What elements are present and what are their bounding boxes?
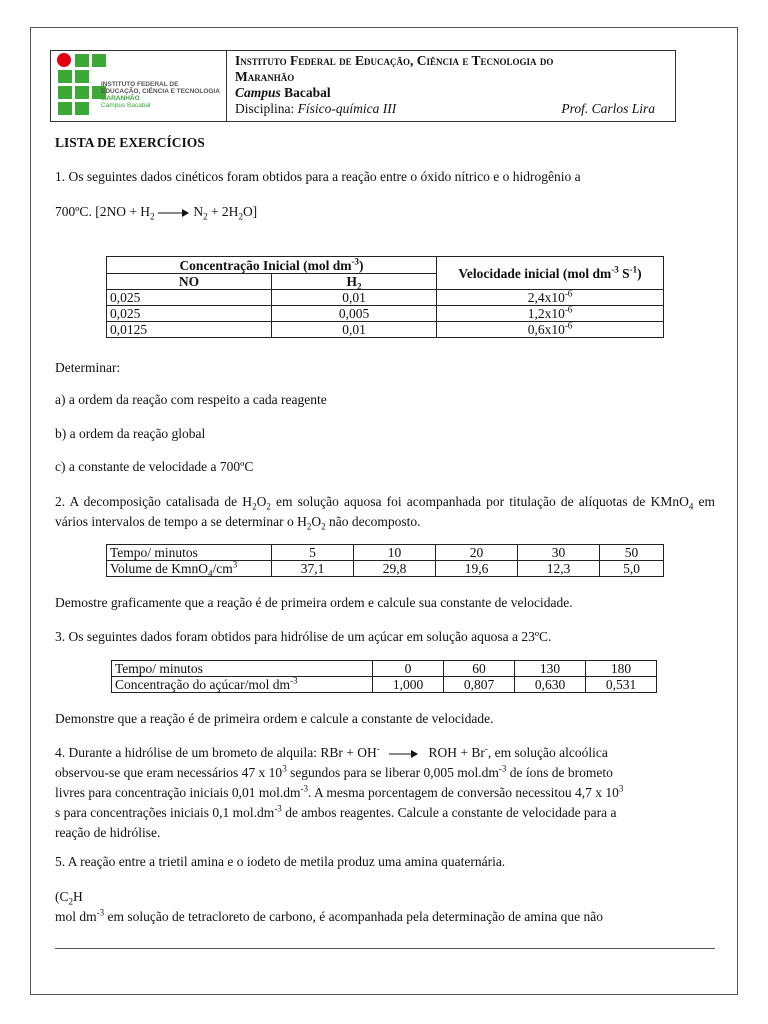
table-row [107, 290, 664, 306]
q1-intro: 1. Os seguintes dados cinéticos foram obtidos para a reação entre o óxido nítrico e o hidrogênio a [55, 169, 581, 184]
rate-header: Velocidade inicial (mol $dm^{-3}$ $S^{-1}$) [437, 257, 664, 290]
document-header [50, 50, 676, 122]
table-row [112, 677, 657, 693]
cell-no: 0,025 [107, 290, 272, 306]
cell-rate: $0,6x10^{-6}$ [437, 322, 664, 338]
row-label: Volume de $KmnO_4/cm^3$ [107, 561, 272, 577]
cell-conc: 1,000 [373, 677, 444, 693]
q2-table [106, 544, 664, 577]
cell-no: 0,025 [107, 306, 272, 322]
cell-time: 5 [272, 545, 354, 561]
cell-time: 30 [518, 545, 600, 561]
table-row [107, 306, 664, 322]
cell-volume: 5,0 [600, 561, 664, 577]
row-label: Tempo/ minutos [107, 545, 272, 561]
list-title: LISTA DE EXERCÍCIOS [55, 135, 205, 150]
cell-volume: 37,1 [272, 561, 354, 577]
cell-time: 20 [436, 545, 518, 561]
cell-conc: 0,630 [515, 677, 586, 693]
col-no-header: NO [107, 274, 272, 290]
footer-rule [55, 948, 715, 949]
q1-item-c: c) a constante de velocidade a 700ºC [55, 459, 254, 474]
cell-h2: 0,01 [272, 322, 437, 338]
table-header-row [107, 257, 664, 274]
q5-intro: 5. A reação entre a trietil amina e o iodeto de metila produz uma amina quaternária. [55, 854, 506, 869]
table-row [107, 545, 664, 561]
cell-time: 0 [373, 661, 444, 677]
institution-logo [51, 51, 227, 121]
cell-time: 10 [354, 545, 436, 561]
q1-determinar: Determinar: [55, 360, 121, 375]
row-label: Tempo/ minutos [112, 661, 373, 677]
cell-conc: 0,807 [444, 677, 515, 693]
cell-time: 180 [586, 661, 657, 677]
q3-table [111, 660, 657, 693]
q1-item-a: a) a ordem da reação com respeito a cada reagente [55, 392, 327, 407]
cell-time: 130 [515, 661, 586, 677]
q1-reaction: 700ºC. [$2NO + H_2$ $N_2 + 2H_2O$] [55, 204, 258, 222]
professor-name: Prof. Carlos Lira [561, 101, 655, 116]
cell-no: 0,0125 [107, 322, 272, 338]
arrow-icon [389, 749, 419, 759]
cell-h2: 0,005 [272, 306, 437, 322]
cell-time: 60 [444, 661, 515, 677]
row-label: Concentração do açúcar/mol $dm^{-3}$ [112, 677, 373, 693]
conc-header: Concentração Inicial (mol $dm^{-3}$) [107, 257, 437, 274]
cell-conc: 0,531 [586, 677, 657, 693]
cell-rate: $1,2x10^{-6}$ [437, 306, 664, 322]
discipline-row: Disciplina: Físico-química III Prof. Carlos Lira [235, 101, 655, 116]
campus-line: Campus Bacabal [235, 85, 331, 100]
cell-h2: 0,01 [272, 290, 437, 306]
cell-time: 50 [600, 545, 664, 561]
cell-volume: 12,3 [518, 561, 600, 577]
q5-text: ($C_2H$ mol $dm^{-3}$ em solução de tetracloreto de carbono, é acompanhada pela determinação de amina que não [55, 889, 604, 924]
cell-volume: 19,6 [436, 561, 518, 577]
q3-intro: 3. Os seguintes dados foram obtidos para hidrólise de um açúcar em solução aquosa a 23ºC. [55, 629, 552, 644]
q2-task: Demostre graficamente que a reação é de primeira ordem e calcule sua constante de velocidade. [55, 595, 573, 610]
arrow-icon [158, 208, 190, 218]
q1-item-b: b) a ordem da reação global [55, 426, 206, 441]
table-row [107, 322, 664, 338]
logo-text: INSTITUTO FEDERAL DE EDUCAÇÃO, CIÊNCIA E TECNOLOGIA MARANHÃO Campus Bacabal [101, 81, 220, 109]
institution-name: Instituto Federal de Educação, Ciência e Tecnologia do Maranhão [235, 53, 554, 84]
cell-rate: $2,4x10^{-6}$ [437, 290, 664, 306]
cell-volume: 29,8 [354, 561, 436, 577]
q4-text: 4. Durante a hidrólise de um brometo de alquila: RBr + OH- ROH + Br-, em solução alcoólica observou-se que eram necessários 47 x $10^3$ segundos para se liberar 0,005 $mol.dm^{-3}$ de íons de brometo livres para concentração iniciais 0,01 $mol.dm^{-3}$. A mesma porcentagem de conversão necessitou 4,7 x $10^3$ s para concentrações iniciais 0,1 $mol.dm^{-3}$ de ambos reagentes. Calcule a constante de velocidade para a reação de hidrólise. [55, 743, 624, 840]
q1-table [106, 256, 664, 338]
table-row [112, 661, 657, 677]
q2-text: 2. A decomposição catalisada de $H_2O_2$ em solução aquosa foi acompanhada por titulação de alíquotas de KMnO$_4$ em vários intervalos de tempo a se determinar o $H_2O_2$ não decomposto. [55, 494, 716, 532]
header-info [227, 51, 675, 121]
table-row [107, 561, 664, 577]
q3-task: Demonstre que a reação é de primeira ordem e calcule a constante de velocidade. [55, 711, 494, 726]
col-h2-header: $H_2$ [272, 274, 437, 290]
